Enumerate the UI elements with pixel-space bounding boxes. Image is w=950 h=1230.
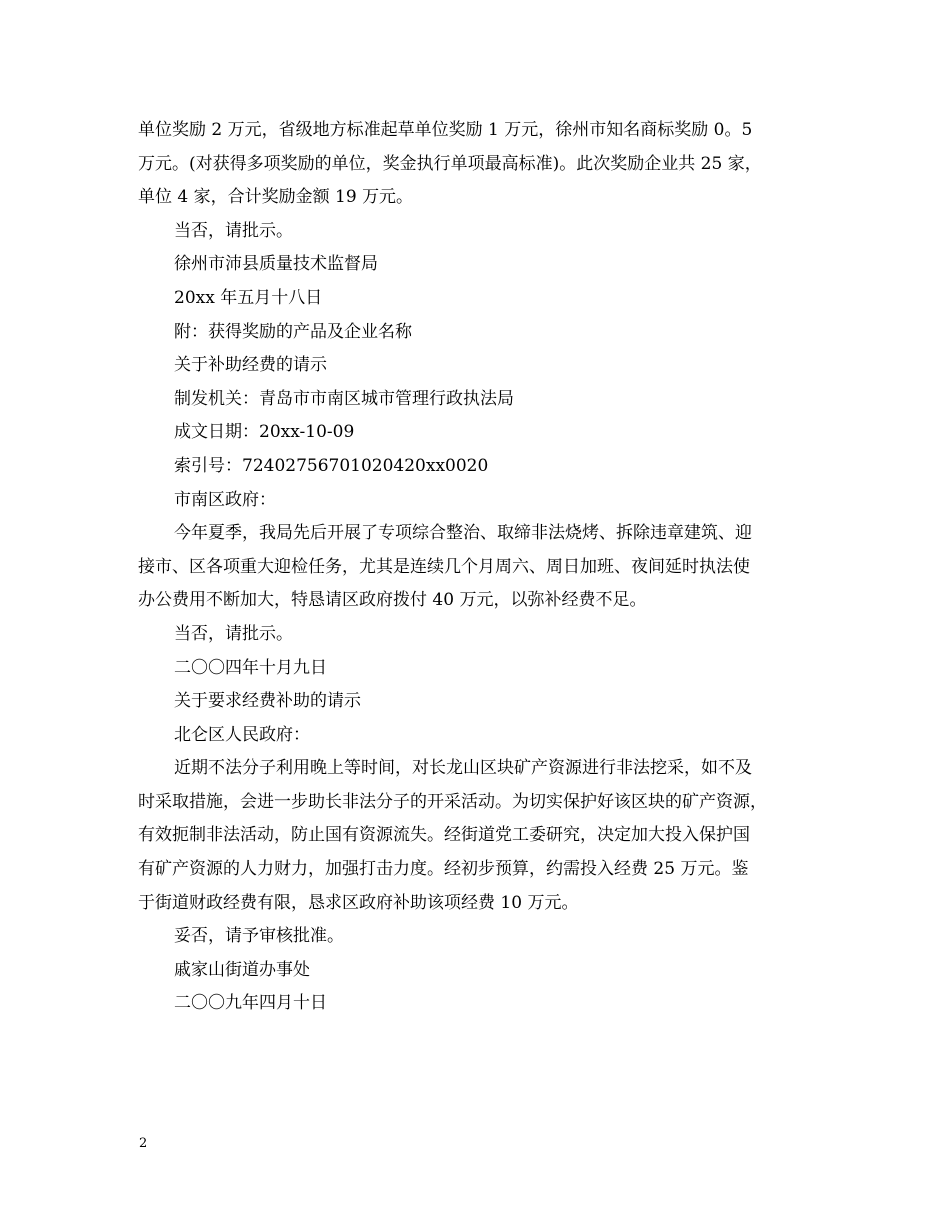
signature-org: 戚家山街道办事处 [174,959,310,980]
issue-date: 成文日期：20xx-10-09 [174,422,355,443]
text-line: 妥否，请予审核批准。 [174,926,344,947]
date-line: 20xx 年五月十八日 [174,287,323,308]
addressee: 市南区政府： [174,489,276,510]
attachment-line: 附：获得奖励的产品及企业名称 [174,321,412,342]
text-line: 单位奖励 2 万元，省级地方标准起草单位奖励 1 万元，徐州市知名商标奖励 0。5 [138,120,753,140]
date-line: 二〇〇四年十月九日 [174,657,327,678]
text-line: 当否，请批示。 [174,623,293,644]
section-title: 关于要求经费补助的请示 [174,691,361,712]
page-number: 2 [139,1136,148,1151]
text-line: 当否，请批示。 [174,220,293,241]
text-line: 有效扼制非法活动，防止国有资源流失。经街道党工委研究，决定加大投入保护国 [138,825,750,846]
section-title: 关于补助经费的请示 [174,355,327,376]
text-line: 于街道财政经费有限，恳求区政府补助该项经费 10 万元。 [138,892,579,913]
issuing-authority: 制发机关：青岛市市南区城市管理行政执法局 [174,388,514,409]
text-line: 时采取措施，会进一步助长非法分子的开采活动。为切实保护好该区块的矿产资源， [138,791,767,812]
text-line: 万元。(对获得多项奖励的单位，奖金执行单项最高标准)。此次奖励企业共 25 家， [138,153,762,174]
index-number: 索引号：72402756701020420xx0020 [174,455,489,476]
text-line: 接市、区各项重大迎检任务，尤其是连续几个月周六、周日加班、夜间延时执法使 [138,556,750,577]
text-line: 今年夏季，我局先后开展了专项综合整治、取缔非法烧烤、拆除违章建筑、迎 [174,523,752,544]
text-line: 单位 4 家，合计奖励金额 19 万元。 [138,187,414,208]
text-line: 近期不法分子利用晚上等时间，对长龙山区块矿产资源进行非法挖采，如不及 [174,758,752,779]
text-line: 有矿产资源的人力财力，加强打击力度。经初步预算，约需投入经费 25 万元。鉴 [138,859,749,880]
addressee: 北仑区人民政府： [174,724,310,745]
date-line: 二〇〇九年四月十日 [174,993,327,1014]
document-body [138,114,818,1021]
signature-org: 徐州市沛县质量技术监督局 [174,254,378,275]
text-line: 办公费用不断加大，特恳请区政府拨付 40 万元，以弥补经费不足。 [138,590,647,611]
